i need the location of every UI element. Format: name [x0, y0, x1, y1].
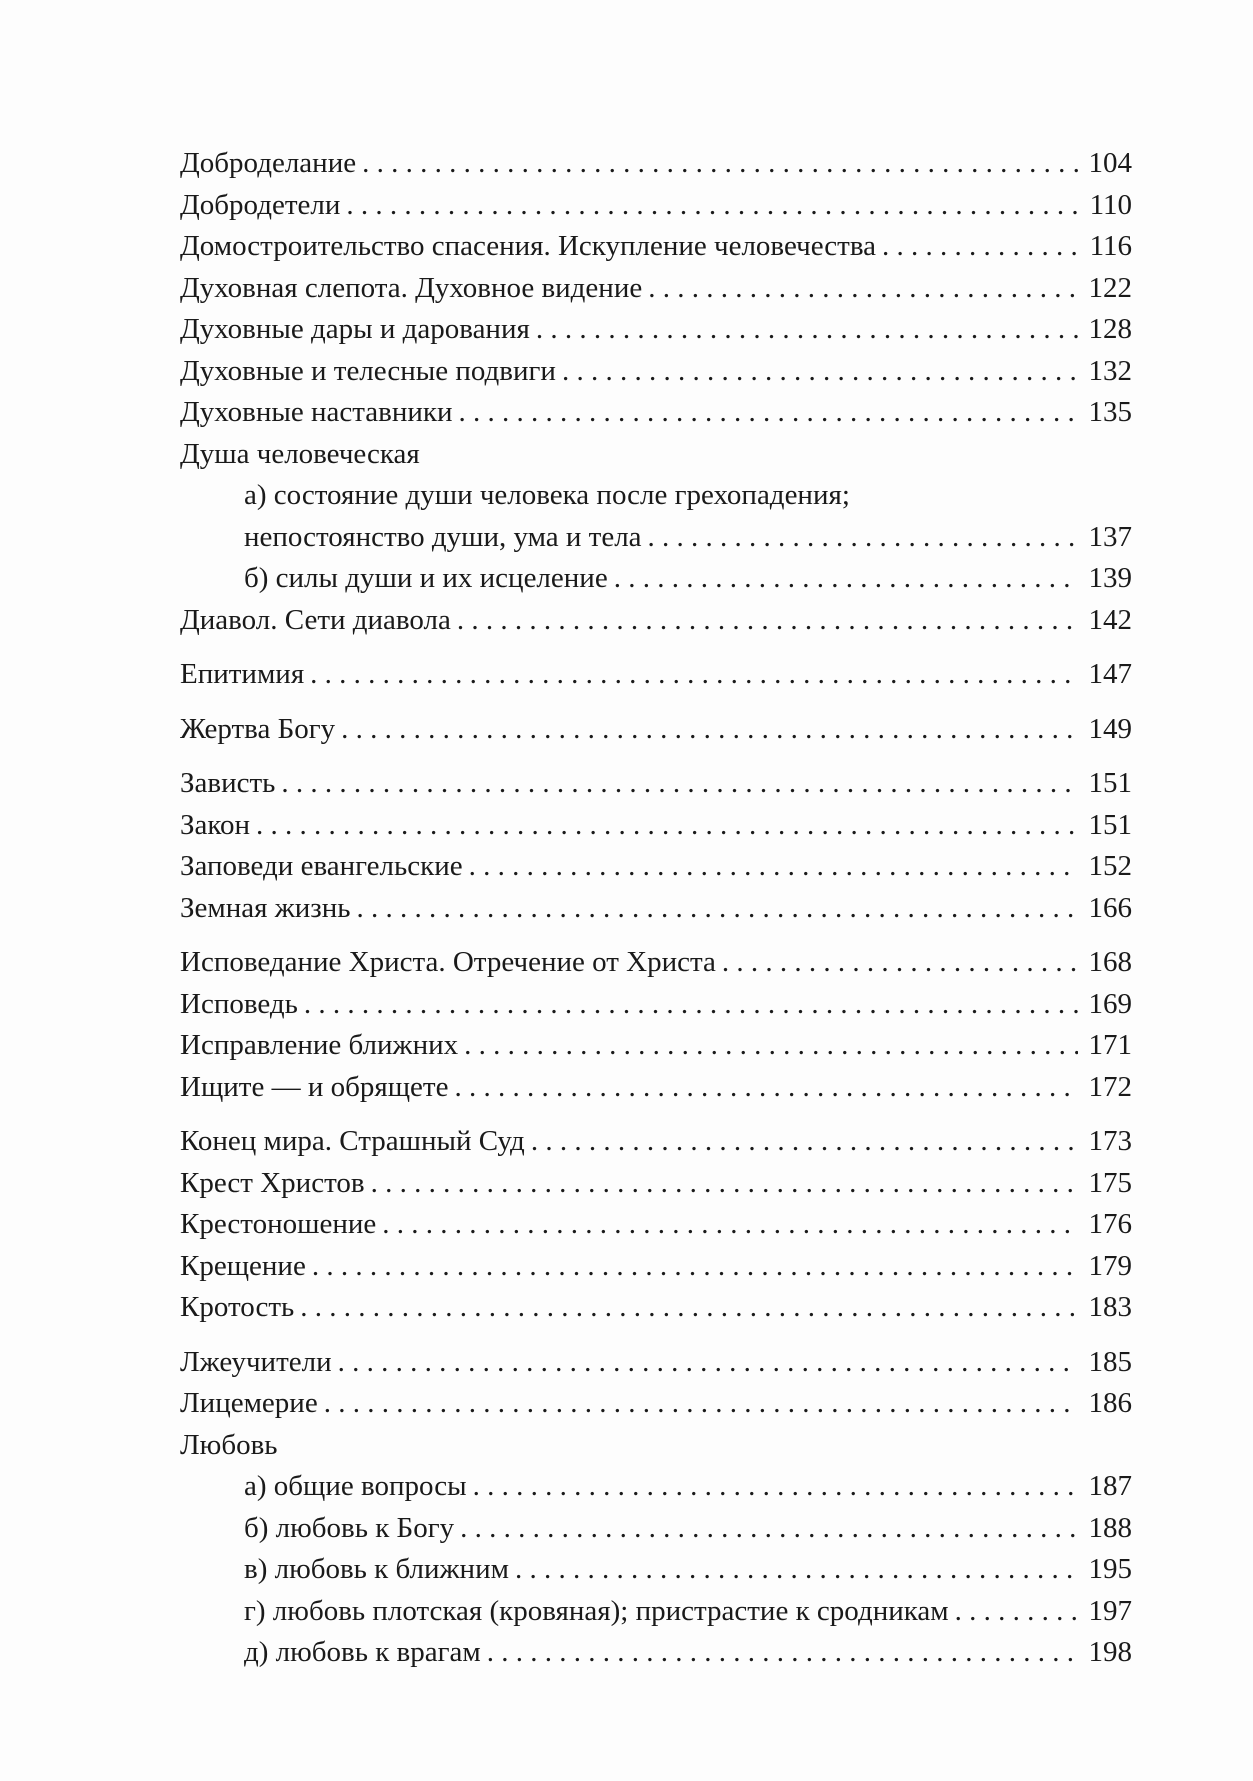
dot-leader	[614, 558, 1078, 600]
toc-entry-page: 135	[1088, 396, 1132, 428]
toc-subentry[interactable]	[180, 1466, 1132, 1508]
toc-entry-page: 142	[1088, 603, 1132, 636]
toc-entry-page: 151	[1088, 808, 1132, 841]
dot-leader	[562, 351, 1078, 393]
toc-entry-label: Добродетели	[180, 188, 341, 221]
toc-subentry[interactable]	[180, 517, 1132, 559]
toc-entry[interactable]	[180, 1025, 1132, 1067]
toc-entry[interactable]	[180, 763, 1132, 805]
toc-entry-label: Духовные наставники	[180, 396, 453, 428]
toc-entry-page: 166	[1088, 891, 1132, 924]
toc-entry-label: Крестоношение	[180, 1208, 377, 1240]
dot-leader	[464, 1025, 1078, 1067]
toc-entry-page: 176	[1088, 1208, 1132, 1240]
toc-heading	[180, 434, 1132, 476]
toc-entry-label: Духовная слепота. Духовное видение	[180, 271, 643, 304]
toc-entry[interactable]	[180, 1342, 1132, 1384]
toc-group-l	[180, 1342, 1132, 1674]
dot-leader	[310, 654, 1078, 696]
dot-leader	[362, 143, 1078, 185]
toc-subentry-label: в) любовь к ближним	[244, 1553, 509, 1585]
toc-entry[interactable]	[180, 392, 1132, 434]
toc-entry-page: 197	[1088, 1594, 1132, 1627]
dot-leader	[648, 517, 1078, 559]
toc-entry[interactable]	[180, 1204, 1132, 1246]
dot-leader	[460, 1508, 1078, 1550]
toc-subentry-label: б) силы души и их исцеление	[244, 562, 608, 594]
toc-entry[interactable]	[180, 984, 1132, 1026]
dot-leader	[457, 600, 1078, 642]
dot-leader	[341, 709, 1078, 751]
toc-entry-label: Домостроительство спасения. Искупление человечества	[180, 230, 877, 262]
toc-group-zh	[180, 709, 1132, 751]
dot-leader	[338, 1342, 1078, 1384]
toc-entry-page: 122	[1088, 271, 1132, 304]
toc-entry[interactable]	[180, 846, 1132, 888]
toc-subentry-label: д) любовь к врагам	[244, 1636, 481, 1668]
dot-leader	[531, 1121, 1078, 1163]
toc-heading-label: Любовь	[180, 1428, 278, 1461]
toc-entry[interactable]	[180, 600, 1132, 642]
dot-leader	[648, 268, 1078, 310]
dot-leader	[955, 1591, 1078, 1633]
toc-entry-page: 195	[1088, 1553, 1132, 1585]
toc-subentry[interactable]	[180, 1632, 1132, 1674]
toc-subentry-label: а) общие вопросы	[244, 1470, 467, 1502]
dot-leader	[454, 1067, 1078, 1109]
toc-entry-page: 188	[1088, 1511, 1132, 1544]
toc-entry-page: 179	[1088, 1249, 1132, 1282]
toc-entry[interactable]	[180, 1246, 1132, 1288]
toc-entry-label: Епитимия	[180, 658, 305, 690]
toc-entry-page: 186	[1088, 1387, 1132, 1419]
toc-entry-page: 183	[1088, 1291, 1132, 1323]
toc-entry[interactable]	[180, 1067, 1132, 1109]
toc-entry[interactable]	[180, 268, 1132, 310]
table-of-contents	[180, 143, 1132, 1687]
toc-entry-label: Ищите — и обрящете	[180, 1070, 449, 1103]
toc-subentry[interactable]	[180, 1591, 1132, 1633]
toc-entry-page: 171	[1088, 1029, 1132, 1061]
dot-leader	[536, 309, 1078, 351]
dot-leader	[281, 763, 1078, 805]
toc-entry-page: 187	[1088, 1470, 1132, 1502]
toc-entry-label: Доброделание	[180, 147, 357, 179]
dot-leader	[324, 1383, 1078, 1425]
toc-entry-page: 198	[1088, 1636, 1132, 1668]
toc-entry[interactable]	[180, 185, 1132, 227]
dot-leader	[487, 1632, 1078, 1674]
toc-entry-label: Исповедание Христа. Отречение от Христа	[180, 946, 716, 978]
toc-entry-label: Лицемерие	[180, 1387, 318, 1419]
toc-entry-label: Духовные дары и дарования	[180, 313, 530, 345]
toc-entry-page: 149	[1088, 712, 1132, 745]
toc-entry-label: Крест Христов	[180, 1166, 365, 1199]
toc-group-d	[180, 143, 1132, 641]
dot-leader	[459, 392, 1079, 434]
toc-entry-page: 152	[1088, 850, 1132, 882]
toc-entry[interactable]	[180, 888, 1132, 930]
toc-entry[interactable]	[180, 1121, 1132, 1163]
toc-entry[interactable]	[180, 709, 1132, 751]
toc-entry-page: 185	[1088, 1345, 1132, 1378]
dot-leader	[515, 1549, 1078, 1591]
dot-leader	[382, 1204, 1078, 1246]
toc-entry-label: Конец мира. Страшный Суд	[180, 1125, 525, 1157]
toc-entry-label: Кротость	[180, 1291, 295, 1323]
toc-entry-page: 137	[1088, 520, 1132, 553]
toc-entry-label: Духовные и телесные подвиги	[180, 354, 556, 387]
toc-entry-page: 151	[1088, 767, 1132, 799]
toc-entry-label: Диавол. Сети диавола	[180, 603, 451, 636]
toc-entry-page: 116	[1089, 230, 1132, 262]
toc-entry-label: Исправление ближних	[180, 1029, 459, 1061]
toc-entry-page: 104	[1088, 147, 1132, 179]
toc-entry-label: Закон	[180, 808, 251, 841]
toc-entry-page: 147	[1088, 658, 1132, 690]
toc-subentry[interactable]	[180, 1549, 1132, 1591]
toc-entry-label: Жертва Богу	[180, 712, 336, 745]
toc-subentry-label: непостоянство души, ума и тела	[244, 520, 642, 553]
dot-leader	[312, 1246, 1078, 1288]
toc-entry-label: Заповеди евангельские	[180, 850, 463, 882]
toc-entry[interactable]	[180, 1383, 1132, 1425]
toc-entry[interactable]	[180, 143, 1132, 185]
toc-subentry-label: г) любовь плотская (кровяная); пристрастие к сродникам	[244, 1594, 949, 1627]
toc-entry-label: Исповедь	[180, 987, 298, 1020]
toc-entry-page: 168	[1088, 946, 1132, 978]
toc-entry[interactable]	[180, 226, 1132, 268]
toc-subentry-label: а) состояние души человека после грехопадения;	[244, 479, 850, 511]
toc-entry[interactable]	[180, 309, 1132, 351]
toc-heading	[180, 1425, 1132, 1467]
dot-leader	[346, 185, 1078, 227]
toc-subentry	[180, 475, 1132, 517]
dot-leader	[300, 1287, 1078, 1329]
toc-entry-page: 139	[1088, 562, 1132, 594]
toc-subentry[interactable]	[180, 1508, 1132, 1550]
dot-leader	[882, 226, 1078, 268]
toc-group-e	[180, 654, 1132, 696]
toc-entry-page: 175	[1088, 1166, 1132, 1199]
toc-entry[interactable]	[180, 1287, 1132, 1329]
toc-entry[interactable]	[180, 1163, 1132, 1205]
toc-entry[interactable]	[180, 351, 1132, 393]
toc-entry-label: Крещение	[180, 1249, 306, 1282]
toc-entry-page: 128	[1088, 313, 1132, 345]
toc-group-k	[180, 1121, 1132, 1329]
toc-entry-page: 173	[1088, 1125, 1132, 1157]
dot-leader	[371, 1163, 1078, 1205]
toc-entry[interactable]	[180, 942, 1132, 984]
toc-entry-page: 169	[1088, 987, 1132, 1020]
toc-entry-label: Земная жизнь	[180, 891, 351, 924]
toc-entry-page: 110	[1089, 188, 1132, 221]
dot-leader	[256, 805, 1078, 847]
toc-group-i	[180, 942, 1132, 1108]
dot-leader	[304, 984, 1078, 1026]
toc-heading-label: Душа человеческая	[180, 437, 420, 470]
toc-entry-label: Зависть	[180, 767, 276, 799]
toc-entry-label: Лжеучители	[180, 1345, 332, 1378]
toc-subentry[interactable]	[180, 558, 1132, 600]
dot-leader	[722, 942, 1078, 984]
toc-entry[interactable]	[180, 654, 1132, 696]
dot-leader	[357, 888, 1079, 930]
dot-leader	[473, 1466, 1078, 1508]
toc-entry-page: 172	[1088, 1070, 1132, 1103]
toc-entry-page: 132	[1088, 354, 1132, 387]
toc-entry[interactable]	[180, 805, 1132, 847]
dot-leader	[469, 846, 1078, 888]
toc-group-z	[180, 763, 1132, 929]
toc-subentry-label: б) любовь к Богу	[244, 1511, 455, 1544]
